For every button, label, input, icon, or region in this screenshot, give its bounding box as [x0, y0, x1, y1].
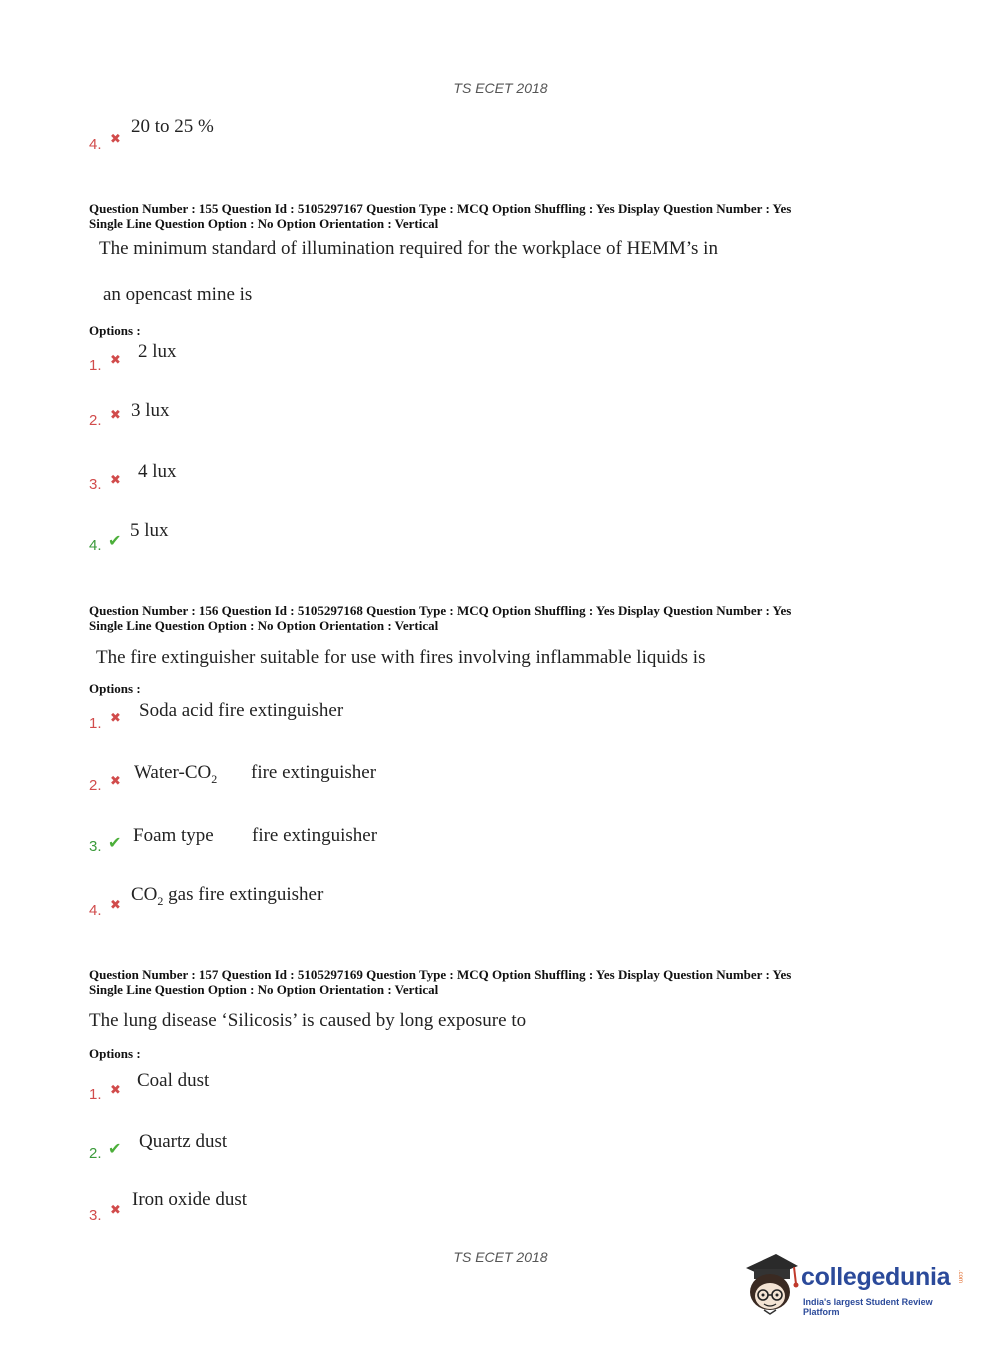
subscript: 2	[211, 771, 218, 786]
question-meta	[89, 202, 791, 231]
wrong-mark-icon: ✖	[110, 132, 121, 147]
question-meta-line: Single Line Question Option : No Option Orientation : Vertical	[89, 617, 439, 633]
option-number: 2.	[89, 1145, 102, 1162]
option-text: Soda acid fire extinguisher	[139, 700, 344, 721]
wrong-mark-icon: ✖	[110, 473, 121, 488]
correct-check-icon: ✔	[108, 833, 122, 852]
question-meta-line: Single Line Question Option : No Option Orientation : Vertical	[89, 981, 439, 997]
option-text-part: CO	[131, 884, 158, 905]
option-number: 2.	[89, 412, 102, 429]
option-number: 3.	[89, 1207, 102, 1224]
option-text: 20 to 25 %	[131, 116, 214, 137]
option-number: 1.	[89, 715, 102, 732]
options-label: Options :	[89, 323, 141, 338]
question-meta-line: Single Line Question Option : No Option Orientation : Vertical	[89, 215, 439, 231]
option-text	[134, 762, 217, 787]
option-text-part: Water-CO	[134, 762, 212, 783]
logo-tagline: India's largest Student Review Platform	[803, 1297, 933, 1317]
wrong-mark-icon: ✖	[110, 898, 121, 913]
options-label: Options :	[89, 1046, 141, 1061]
wrong-mark-icon: ✖	[110, 408, 121, 423]
option-number: 1.	[89, 357, 102, 374]
option-text: 5 lux	[130, 520, 169, 541]
option-text: Coal dust	[137, 1070, 210, 1091]
option-text-part: fire extinguisher	[251, 762, 377, 783]
correct-check-icon: ✔	[108, 1139, 122, 1158]
wrong-mark-icon: ✖	[110, 774, 121, 789]
wrong-mark-icon: ✖	[110, 711, 121, 726]
question-meta	[89, 604, 791, 633]
options-label: Options :	[89, 681, 141, 696]
question-meta	[89, 968, 791, 997]
option-text: 2 lux	[138, 341, 177, 362]
subscript: 2	[157, 893, 164, 908]
option-text-part: gas fire extinguisher	[163, 884, 324, 905]
option-number: 4.	[89, 537, 102, 554]
question-text: The lung disease ‘Silicosis’ is caused by long exposure to	[89, 1010, 527, 1031]
student-mascot-icon	[742, 1250, 800, 1316]
logo-domain-suffix: .com	[957, 1270, 963, 1284]
option-number: 1.	[89, 1086, 102, 1103]
option-number: 2.	[89, 777, 102, 794]
wrong-mark-icon: ✖	[110, 353, 121, 368]
question-meta-line: Question Number : 155 Question Id : 5105297167 Question Type : MCQ Option Shuffling : Yes Display Question Number : Yes	[89, 201, 792, 216]
page-header-title: TS ECET 2018	[453, 80, 548, 96]
page-footer-title: TS ECET 2018	[453, 1249, 548, 1265]
collegedunia-logo	[742, 1250, 967, 1318]
option-text: Iron oxide dust	[132, 1189, 248, 1210]
correct-check-icon: ✔	[108, 531, 122, 550]
option-text: 3 lux	[131, 400, 170, 421]
option-text: Quartz dust	[139, 1131, 228, 1152]
option-text-part: fire extinguisher	[252, 825, 378, 846]
question-meta-line: Question Number : 157 Question Id : 5105297169 Question Type : MCQ Option Shuffling : Yes Display Question Number : Yes	[89, 967, 792, 982]
option-number: 4.	[89, 902, 102, 919]
wrong-mark-icon: ✖	[110, 1203, 121, 1218]
option-number: 3.	[89, 838, 102, 855]
option-number: 3.	[89, 476, 102, 493]
question-text: an opencast mine is	[103, 284, 253, 305]
option-text-part: Foam type	[133, 825, 214, 846]
option-text: 4 lux	[138, 461, 177, 482]
question-text: The fire extinguisher suitable for use with fires involving inflammable liquids is	[96, 647, 706, 668]
logo-wordmark: collegedunia	[801, 1263, 951, 1291]
question-text: The minimum standard of illumination required for the workplace of HEMM’s in	[99, 238, 718, 259]
option-text	[131, 884, 323, 909]
question-meta-line: Question Number : 156 Question Id : 5105297168 Question Type : MCQ Option Shuffling : Yes Display Question Number : Yes	[89, 603, 792, 618]
option-number: 4.	[89, 136, 102, 153]
wrong-mark-icon: ✖	[110, 1083, 121, 1098]
